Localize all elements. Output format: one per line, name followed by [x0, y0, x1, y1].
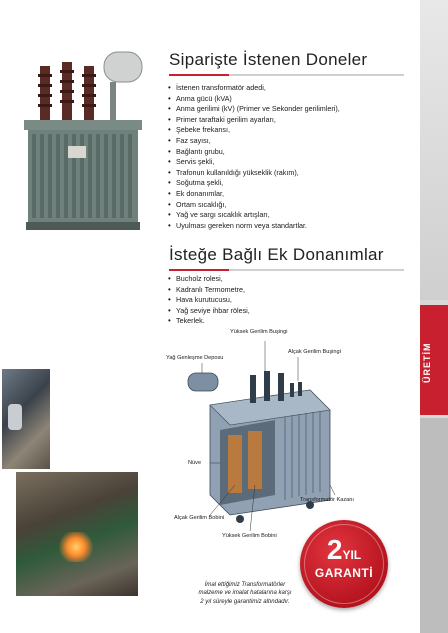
list-item: • Bağlantı grubu, — [168, 147, 340, 158]
list-item: • Faz sayısı, — [168, 136, 340, 147]
note-line: İmal ettiğimiz Transformatörler — [204, 582, 286, 588]
list-item: • Servis şekli, — [168, 157, 340, 168]
section2-rule — [169, 269, 404, 271]
transformer-diagram — [166, 329, 354, 540]
sparks-shape — [56, 532, 96, 562]
side-tab-label: ÜRETİM — [422, 342, 432, 384]
label-core: Nüve — [188, 460, 202, 466]
list-item: • Trafonun kullanıldığı yükseklik (rakım), — [168, 168, 340, 179]
list-item: • Ortam sıcaklığı, — [168, 200, 340, 211]
list-item: • Primer taraftaki gerilim ayarları, — [168, 115, 340, 126]
badge-word: GARANTİ — [314, 566, 374, 580]
label-hv-bushing: Yüksek Gerilim Buşingi — [230, 329, 288, 335]
list-item: • Soğutma şekli, — [168, 178, 340, 189]
list-item: • Bucholz rolesi, — [168, 274, 250, 285]
list-item: • Kadranlı Termometre, — [168, 285, 250, 296]
workshop-photo-gloves — [0, 367, 52, 471]
section1-rule — [169, 74, 404, 76]
list-item: • Tekerlek. — [168, 316, 250, 327]
badge-number-value: 2 — [326, 534, 343, 565]
note-line: 2 yıl süreyle garantimiz altındadır. — [200, 598, 290, 605]
transformer-cutaway-illustration — [180, 335, 350, 540]
section1-title: Siparişte İstenen Doneler — [169, 50, 368, 69]
label-hv-winding: Yüksek Gerilim Bobini — [222, 533, 277, 539]
list-item: • Anma gerilimi (kV) (Primer ve Sekonder gerilimleri), — [168, 104, 340, 115]
transformer-photo — [14, 38, 159, 238]
guarantee-note — [180, 581, 310, 606]
section2-list — [168, 274, 250, 327]
list-item: • Uyulması gereken norm veya standartlar. — [168, 221, 340, 232]
guarantee-badge — [300, 520, 388, 608]
label-lv-bushing: Alçak Gerilim Buşingi — [288, 349, 341, 355]
list-item: • Yağ ve sargı sıcaklık artışları, — [168, 210, 340, 221]
list-item: • Anma gücü (kVA) — [168, 94, 340, 105]
section2-title: İsteğe Bağlı Ek Donanımlar — [169, 245, 384, 264]
list-item: • Yağ seviye ihbar rölesi, — [168, 306, 250, 317]
label-conservator: Yağ Genleşme Deposu — [166, 355, 224, 361]
glove-shape — [8, 404, 22, 430]
label-tank: Transformatör Kazanı — [300, 497, 354, 503]
side-strip-bottom — [420, 418, 448, 633]
list-item: • İstenen transformatör adedi, — [168, 83, 340, 94]
section1-list — [168, 83, 340, 231]
note-line: malzeme ve imalat hatalarına karşı — [198, 590, 292, 597]
workshop-photo-grinding — [14, 470, 140, 598]
badge-number — [300, 536, 388, 569]
side-strip-top — [420, 0, 448, 300]
label-lv-winding: Alçak Gerilim Bobini — [174, 515, 225, 521]
badge-unit: YIL — [342, 548, 362, 562]
list-item: • Şebeke frekansı, — [168, 125, 340, 136]
list-item: • Ek donanımlar, — [168, 189, 340, 200]
list-item: • Hava kurutucusu, — [168, 295, 250, 306]
